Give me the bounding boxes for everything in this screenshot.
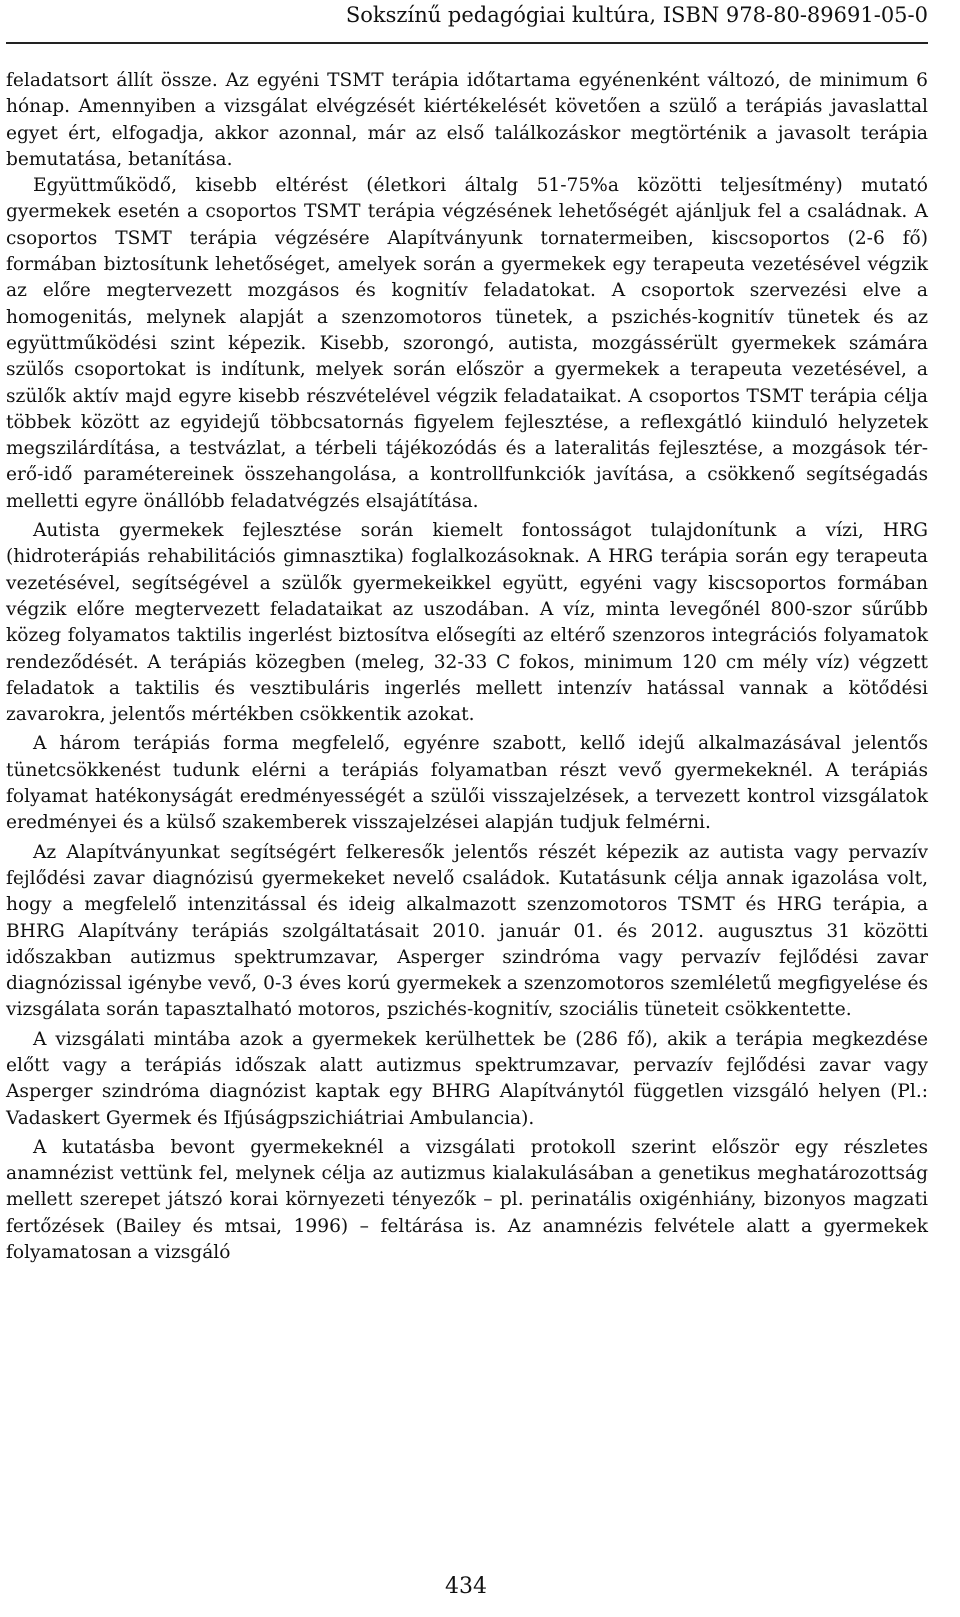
paragraph: Az Alapítványunkat segítségért felkeresők jelentős részét képezik az autista vagy pervazív fejlődési zavar diagnózisú gyermekeket nevelő családok. Kutatásunk célja annak igazolása volt, hogy a megfelelő intenzitással és ideig alkalmazott szenzomotoros TSMT és HRG terápia, a BHRG Alapítvány terápiás szolgáltatásait 2010. január 01. és 2012. augusztus 31 közötti időszakban autizmus spektrumzavar, Asperger szindróma vagy pervazív fejlődési zavar diagnózissal igénybe vevő, 0-3 éves korú gyermekek a szenzomotoros szemléletű megfigyelése és vizsgálata során tapasztalható motoros, pszichés-kognitív, szociális tüneteit csökkentette. [6, 841, 928, 1021]
page-number: 434 [445, 1574, 487, 1599]
body-text [6, 68, 928, 1269]
paragraph: Együttműködő, kisebb eltérést (életkori általg 51-75%a közötti teljesítmény) mutató gyermekek esetén a csoportos TSMT terápia végzésének lehetőségét ajánljuk fel a családnak. A csoportos TSMT terápia végzésére Alapítványunk tornatermeiben, kiscsoportos (2-6 fő) formában biztosítunk lehetőséget, amelyek során a gyermekek egy terapeuta vezetésével végzik az előre megtervezett mozgásos és kognitív feladatokat. A csoportok szervezési elve a homogenitás, melynek alapját a szenzomotoros tünetek, a pszichés-kognitív tünetek és az együttműködési szint képezik. Kisebb, szorongó, autista, mozgássérült gyermekek számára szülős csoportokat is indítunk, melyek során először a gyermekek a terapeuta vezetésével, a szülők aktív majd egyre kisebb részvételével végzik feladataikat. A csoportos TSMT terápia célja többek között az egyidejű többcsatornás figyelem fejlesztése, a reflexgátló kiinduló helyzetek megszilárdítása, a testvázlat, a térbeli tájékozódás és a lateralitás fejlesztése, a mozgások tér-erő-idő paramétereinek összehangolása, a kontrollfunkciók javítása, a csökkenő segítségadás melletti egyre önállóbb feladatvégzés elsajátítása. [6, 175, 928, 512]
paragraph: A vizsgálati mintába azok a gyermekek kerülhettek be (286 fő), akik a terápia megkezdése előtt vagy a terápiás időszak alatt autizmus spektrumzavar, pervazív fejlődési zavar vagy Asperger szindróma diagnózist kaptak egy BHRG Alapítványtól független vizsgáló helyen (Pl.: Vadaskert Gyermek és Ifjúságpszichiátriai Ambulancia). [6, 1028, 928, 1129]
paragraph: Autista gyermekek fejlesztése során kiemelt fontosságot tulajdonítunk a vízi, HRG (hidroterápiás rehabilitációs gimnasztika) foglalkozásoknak. A HRG terápia során egy terapeuta vezetésével, segítségével a szülők gyermekeikkel együtt, egyéni vagy kiscsoportos formában végzik előre megtervezett feladataikat az uszodában. A víz, minta levegőnél 800-szor sűrűbb közeg folyamatos taktilis ingerlést biztosítva elősegíti az eltérő szenzoros integrációs folyamatok rendeződését. A terápiás közegben (meleg, 32-33 C fokos, minimum 120 cm mély víz) végzett feladatok a taktilis és vesztibuláris ingerlés mellett intenzív hatással vannak a kötődési zavarokra, jelentős mértékben csökkentik azokat. [6, 520, 928, 726]
paragraph: A kutatásba bevont gyermekeknél a vizsgálati protokoll szerint először egy részletes anamnézist vettünk fel, melynek célja az autizmus kialakulásában a genetikus meghatározottság mellett szerepet játszó korai környezeti tényezők – pl. perinatális oxigénhiány, bizonyos magzati fertőzések (Bailey és mtsai, 1996) – feltárása is. Az anamnézis felvétele alatt a gyermekek folyamatosan a vizsgáló [6, 1136, 928, 1264]
header-title: Sokszínű pedagógiai kultúra, ISBN 978-80-89691-05-0 [345, 3, 928, 27]
running-header [6, 0, 928, 44]
paragraph: A három terápiás forma megfelelő, egyénre szabott, kellő idejű alkalmazásával jelentős tünetcsökkenést tudunk elérni a terápiás folyamatban részt vevő gyermekeknél. A terápiás folyamat hatékonyságát eredményességét a szülői visszajelzések, a tervezett kontrol vizsgálatok eredményei és a külső szakemberek visszajelzései alapján tudjuk felmérni. [6, 733, 928, 834]
paragraph: feladatsort állít össze. Az egyéni TSMT terápia időtartama egyénenként változó, de minimum 6 hónap. Amennyiben a vizsgálat elvégzését kiértékelését követően a szülő a terápiás javaslattal egyet ért, elfogadja, akkor azonnal, már az első találkozáskor megtörténik a javasolt terápia bemutatása, betanítása. [6, 70, 928, 170]
